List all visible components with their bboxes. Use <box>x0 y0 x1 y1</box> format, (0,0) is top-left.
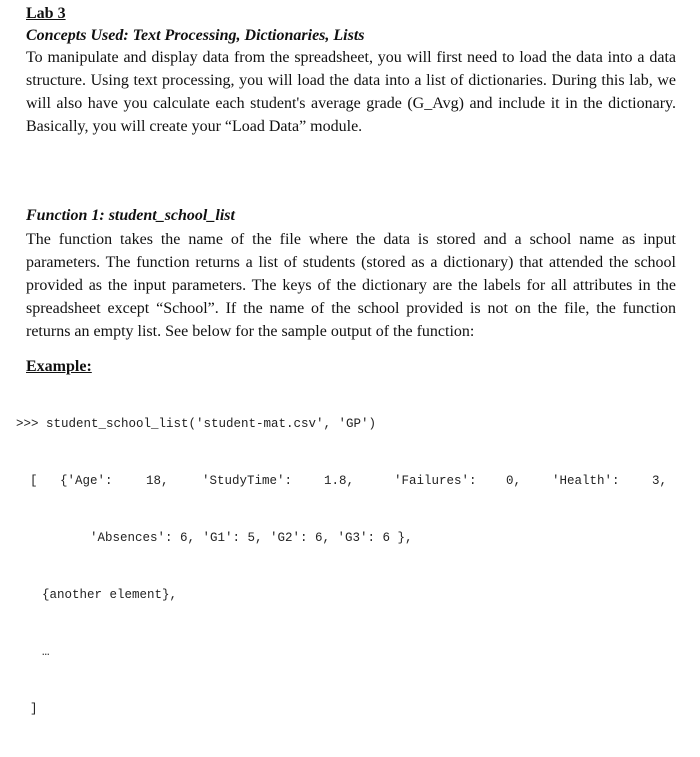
document-page <box>16 4 676 757</box>
function-1-description: The function takes the name of the file where the data is stored and a school name as input parameters. The function returns a list of students (stored as a dictionary) that attended the school provided as the input parameters. The keys of the dictionary are the labels for all attributes in the spreadsheet except “School”. If the name of the school provided is not on the file, the function returns an empty list. See below for the sample output of the function: <box>26 231 676 340</box>
lab-title: Lab 3 <box>26 5 66 22</box>
code-close-bracket: ] <box>30 702 38 716</box>
code-health-value: 3, <box>652 474 668 488</box>
code-age-key: {'Age': <box>60 474 113 488</box>
code-line-ellipsis <box>26 643 676 662</box>
concepts-heading: Concepts Used: Text Processing, Dictionaries, Lists <box>26 27 365 44</box>
code-absences-grades: 'Absences': 6, 'G1': 5, 'G2': 6, 'G3': 6 }, <box>90 531 413 545</box>
intro-paragraph: To manipulate and display data from the spreadsheet, you will first need to load the data into a data structure. Using text processing, you will load the data into a list of dictionaries. During this lab, we will also have you calculate each student's average grade (G_Avg) and include it in the dictionary. Basically, you will create your “Load Data” module. <box>26 49 676 135</box>
code-open-bracket: [ <box>30 474 38 488</box>
function-1-title: Function 1: student_school_list <box>26 207 235 224</box>
code-failures-key: 'Failures': <box>394 474 477 488</box>
example-title: Example: <box>26 358 92 375</box>
code-ellipsis: … <box>42 645 50 659</box>
code-line-3 <box>26 586 676 605</box>
code-age-value: 18, <box>146 474 169 488</box>
code-line-prompt <box>16 415 676 434</box>
code-line-1 <box>26 472 676 491</box>
code-another-element: {another element}, <box>42 588 178 602</box>
code-line-close <box>26 700 676 719</box>
code-line-2 <box>26 529 676 548</box>
code-health-key: 'Health': <box>552 474 620 488</box>
example-code-block <box>16 377 676 757</box>
code-failures-value: 0, <box>506 474 522 488</box>
code-studytime-value: 1.8, <box>324 474 355 488</box>
code-studytime-key: 'StudyTime': <box>202 474 293 488</box>
code-prompt: >>> student_school_list('student-mat.csv', 'GP') <box>16 417 377 431</box>
